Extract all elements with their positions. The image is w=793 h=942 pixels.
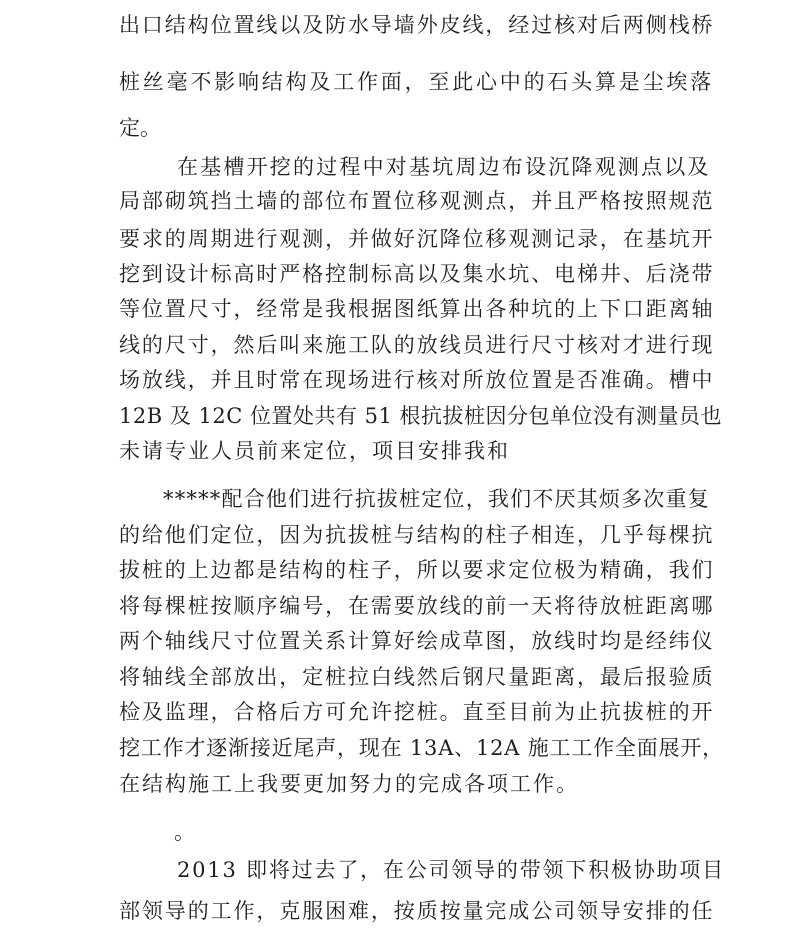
text-line: 线的尺寸，然后叫来施工队的放线员进行尺寸核对才进行现 bbox=[119, 333, 715, 357]
text-line: 在基槽开挖的过程中对基坑周边布设沉降观测点以及 bbox=[177, 155, 711, 179]
text-line: 要求的周期进行观测，并做好沉降位移观测记录，在基坑开 bbox=[119, 227, 715, 251]
text-line: 拔桩的上边都是结构的柱子，所以要求定位极为精确，我们 bbox=[119, 558, 715, 582]
text-line: 。 bbox=[174, 820, 195, 844]
text-line: 局部砌筑挡土墙的部位布置位移观测点，并且严格按照规范 bbox=[119, 189, 715, 213]
text-line: 挖工作才逐渐接近尾声，现在 13A、12A 施工工作全面展开， bbox=[119, 736, 724, 760]
text-line: 出口结构位置线以及防水导墙外皮线，经过核对后两侧栈桥 bbox=[119, 13, 715, 37]
text-line: 场放线，并且时常在现场进行核对所放位置是否准确。槽中 bbox=[119, 368, 715, 392]
text-line: 等位置尺寸，经常是我根据图纸算出各种坑的上下口距离轴 bbox=[119, 297, 715, 321]
text-line: 两个轴线尺寸位置关系计算好绘成草图，放线时均是经纬仪 bbox=[119, 629, 715, 653]
text-line: *****配合他们进行抗拔桩定位，我们不厌其烦多次重复 bbox=[163, 487, 710, 511]
text-line: 检及监理，合格后方可允许挖桩。直至目前为止抗拔桩的开 bbox=[119, 700, 715, 724]
text-line: 在结构施工上我要更加努力的完成各项工作。 bbox=[119, 772, 579, 796]
text-line: 挖到设计标高时严格控制标高以及集水坑、电梯井、后浇带 bbox=[119, 262, 715, 286]
text-line: 将轴线全部放出，定桩拉白线然后钢尺量距离，最后报验质 bbox=[119, 665, 715, 689]
text-line: 桩丝毫不影响结构及工作面，至此心中的石头算是尘埃落 bbox=[119, 70, 714, 94]
text-line: 2013 即将过去了，在公司领导的带领下积极协助项目 bbox=[177, 858, 725, 882]
text-line: 未请专业人员前来定位，项目安排我和 bbox=[119, 439, 510, 463]
text-line: 12B 及 12C 位置处共有 51 根抗拔桩因分包单位没有测量员也 bbox=[119, 404, 723, 428]
text-line: 将每棵桩按顺序编号，在需要放线的前一天将待放桩距离哪 bbox=[119, 594, 715, 618]
text-line: 部领导的工作，克服困难，按质按量完成公司领导安排的任 bbox=[119, 899, 715, 923]
text-line: 定。 bbox=[119, 116, 161, 140]
text-line: 的给他们定位，因为抗拔桩与结构的柱子相连，几乎每棵抗 bbox=[119, 523, 715, 547]
